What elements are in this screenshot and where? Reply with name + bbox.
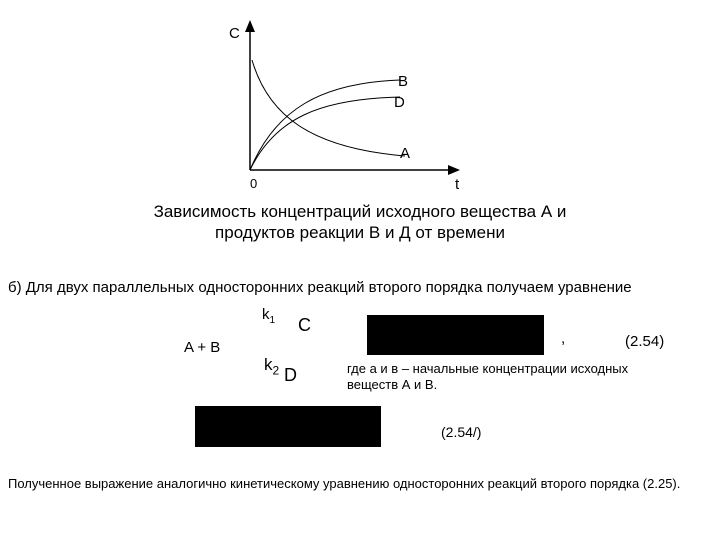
rate-constant-k1 (262, 306, 275, 326)
product-c: C (298, 315, 311, 335)
figure-caption-line2: продуктов реакции В и Д от времени (215, 223, 505, 242)
equation-2-54-prime-image (195, 406, 381, 447)
curve-a (252, 60, 405, 156)
k1-symbol: k (262, 306, 270, 323)
c-axis-label: C (229, 25, 240, 42)
c-axis-arrow (245, 20, 255, 32)
concentration-time-graph (0, 0, 720, 200)
note-line2: веществ А и В. (347, 377, 438, 392)
k1-subscript: 1 (269, 315, 276, 326)
curve-a-label: A (400, 145, 411, 162)
conclusion-text: Полученное выражение аналогично кинетическому уравнению односторонних реакций второго порядка (2.25). (8, 476, 681, 491)
note-line1: где а и в – начальные концентрации исходных (347, 361, 629, 376)
t-axis-arrow (448, 165, 460, 175)
k2-symbol: k (264, 355, 273, 374)
k2-subscript: 2 (272, 363, 280, 378)
curve-d-label: D (394, 94, 405, 111)
reactants: A + B (184, 339, 221, 356)
equation-number-2-54: (2.54) (625, 333, 665, 350)
rate-constant-k2 (264, 355, 279, 377)
origin-label: 0 (250, 176, 258, 191)
equation-2-54-image (367, 315, 544, 355)
section-b-intro: б) Для двух параллельных односторонних реакций второго порядка получаем уравнение (8, 279, 632, 296)
curve-d (250, 97, 400, 170)
curve-b (250, 80, 400, 170)
product-d: D (284, 365, 297, 385)
equation-number-2-54-prime: (2.54/) (441, 424, 482, 440)
figure-caption-line1: Зависимость концентраций исходного вещества А и (153, 202, 567, 221)
equation-comma: , (561, 330, 566, 347)
t-axis-label: t (455, 176, 460, 193)
curve-b-label: B (398, 73, 409, 90)
